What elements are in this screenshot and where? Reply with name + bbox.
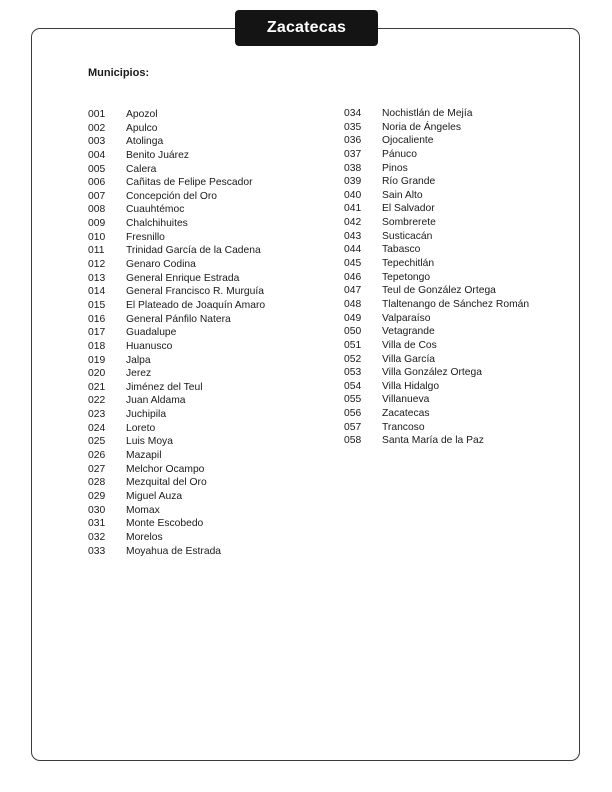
municipality-code: 017 bbox=[88, 327, 106, 339]
municipality-row bbox=[88, 190, 265, 204]
municipality-row bbox=[88, 108, 265, 122]
municipality-code: 003 bbox=[88, 136, 106, 148]
municipality-code: 033 bbox=[88, 545, 106, 557]
municipality-row bbox=[344, 298, 529, 312]
municipality-row bbox=[88, 122, 265, 136]
municipality-code: 025 bbox=[88, 436, 106, 448]
municipality-code: 054 bbox=[344, 380, 362, 392]
municipality-name: Momax bbox=[126, 504, 160, 516]
municipality-code: 058 bbox=[344, 435, 362, 447]
municipality-row bbox=[344, 325, 529, 339]
municipality-code: 012 bbox=[88, 259, 106, 271]
municipality-row bbox=[88, 422, 265, 436]
municipality-row bbox=[344, 257, 529, 271]
municipality-row bbox=[88, 449, 265, 463]
municipality-name: Genaro Codina bbox=[126, 259, 196, 271]
municipality-name: Loreto bbox=[126, 422, 156, 434]
municipality-name: Guadalupe bbox=[126, 327, 177, 339]
municipality-name: Luis Moya bbox=[126, 436, 173, 448]
municipality-code: 016 bbox=[88, 313, 106, 325]
municipality-name: Villa González Ortega bbox=[382, 367, 482, 379]
municipality-code: 029 bbox=[88, 490, 106, 502]
municipality-name: Tepechitlán bbox=[382, 258, 435, 270]
municipality-code: 018 bbox=[88, 340, 106, 352]
municipality-name: Villa Hidalgo bbox=[382, 380, 440, 392]
municipality-row bbox=[88, 517, 265, 531]
municipality-name: Concepción del Oro bbox=[126, 190, 218, 202]
municipality-row bbox=[88, 354, 265, 368]
municipality-code: 037 bbox=[344, 148, 362, 160]
municipality-code: 010 bbox=[88, 231, 106, 243]
municipality-name: Melchor Ocampo bbox=[126, 463, 205, 475]
municipality-name: Tlaltenango de Sánchez Román bbox=[382, 298, 530, 310]
municipality-name: Susticacán bbox=[382, 230, 433, 242]
municipality-name: Monte Escobedo bbox=[126, 518, 204, 530]
municipality-row bbox=[88, 135, 265, 149]
municipality-code: 023 bbox=[88, 409, 106, 421]
municipality-row bbox=[344, 339, 529, 353]
municipality-code: 034 bbox=[344, 108, 362, 119]
municipality-row bbox=[88, 149, 265, 163]
municipality-code: 022 bbox=[88, 395, 106, 407]
municipality-row bbox=[344, 189, 529, 203]
municipality-name: Apozol bbox=[126, 109, 158, 120]
municipality-name: Cañitas de Felipe Pescador bbox=[126, 177, 253, 189]
municipality-name: Trinidad García de la Cadena bbox=[126, 245, 261, 257]
municipality-row bbox=[344, 230, 529, 244]
municipality-row bbox=[88, 217, 265, 231]
municipality-code: 036 bbox=[344, 135, 362, 147]
municipality-code: 049 bbox=[344, 312, 362, 324]
municipality-row bbox=[88, 504, 265, 518]
municipality-code: 035 bbox=[344, 121, 362, 133]
municipality-code: 002 bbox=[88, 122, 106, 134]
municipality-code: 055 bbox=[344, 394, 362, 406]
municipality-name: Fresnillo bbox=[126, 231, 165, 243]
municipality-name: Zacatecas bbox=[382, 408, 430, 420]
municipality-name: Morelos bbox=[126, 531, 163, 543]
municipality-code: 004 bbox=[88, 149, 106, 161]
municipality-name: El Plateado de Joaquín Amaro bbox=[126, 299, 266, 311]
municipality-row bbox=[88, 299, 265, 313]
municipality-row bbox=[88, 463, 265, 477]
municipality-name: Benito Juárez bbox=[126, 149, 189, 161]
municipality-row bbox=[88, 435, 265, 449]
municipality-code: 028 bbox=[88, 477, 106, 489]
municipality-name: Mezquital del Oro bbox=[126, 477, 207, 489]
municipality-name: El Salvador bbox=[382, 203, 435, 215]
municipality-name: Villa de Cos bbox=[382, 339, 437, 351]
municipality-code: 043 bbox=[344, 230, 362, 242]
municipality-code: 039 bbox=[344, 176, 362, 188]
municipality-name: Villa García bbox=[382, 353, 436, 365]
municipality-code: 030 bbox=[88, 504, 106, 516]
municipality-code: 008 bbox=[88, 204, 106, 216]
municipality-row bbox=[88, 367, 265, 381]
municipality-code: 053 bbox=[344, 367, 362, 379]
municipality-name: Villanueva bbox=[382, 394, 430, 406]
municipality-name: Juan Aldama bbox=[126, 395, 186, 407]
municipality-row bbox=[344, 162, 529, 176]
municipality-list-right bbox=[344, 107, 529, 448]
municipality-name: Sombrerete bbox=[382, 217, 436, 229]
municipality-name: Juchipila bbox=[126, 409, 167, 421]
municipality-name: Calera bbox=[126, 163, 157, 175]
municipality-code: 027 bbox=[88, 463, 106, 475]
municipality-row bbox=[88, 203, 265, 217]
municipality-row bbox=[344, 407, 529, 421]
municipality-name: General Pánfilo Natera bbox=[126, 313, 231, 325]
municipality-row bbox=[344, 202, 529, 216]
municipality-code: 032 bbox=[88, 531, 106, 543]
municipality-row bbox=[344, 366, 529, 380]
municipality-code: 052 bbox=[344, 353, 362, 365]
municipality-code: 031 bbox=[88, 518, 106, 530]
municipality-code: 006 bbox=[88, 177, 106, 189]
municipality-row bbox=[344, 148, 529, 162]
municipality-code: 009 bbox=[88, 218, 106, 230]
municipality-name: Noria de Ángeles bbox=[382, 121, 461, 133]
municipality-row bbox=[88, 545, 265, 559]
municipality-name: Huanusco bbox=[126, 340, 173, 352]
municipality-name: Trancoso bbox=[382, 421, 425, 433]
municipality-name: Santa María de la Paz bbox=[382, 435, 484, 447]
municipality-code: 046 bbox=[344, 271, 362, 283]
municipality-name: Tabasco bbox=[382, 244, 421, 256]
municipality-list-left bbox=[88, 108, 265, 558]
municipality-name: Teul de González Ortega bbox=[382, 285, 496, 297]
municipality-code: 048 bbox=[344, 298, 362, 310]
municipality-name: Nochistlán de Mejía bbox=[382, 108, 473, 119]
municipality-row bbox=[88, 340, 265, 354]
municipality-row bbox=[88, 313, 265, 327]
municipality-row bbox=[344, 121, 529, 135]
municipality-row bbox=[344, 284, 529, 298]
municipality-code: 020 bbox=[88, 368, 106, 380]
municipality-name: Vetagrande bbox=[382, 326, 435, 338]
municipality-row bbox=[88, 258, 265, 272]
municipality-row bbox=[344, 380, 529, 394]
municipality-name: Atolinga bbox=[126, 136, 164, 148]
section-label: Municipios: bbox=[88, 67, 150, 79]
municipality-name: Mazapil bbox=[126, 450, 162, 462]
municipality-row bbox=[344, 216, 529, 230]
municipality-row bbox=[344, 393, 529, 407]
municipality-name: Río Grande bbox=[382, 176, 436, 188]
municipality-row bbox=[344, 312, 529, 326]
municipality-code: 047 bbox=[344, 285, 362, 297]
municipality-row bbox=[88, 490, 265, 504]
municipality-name: Pinos bbox=[382, 162, 408, 174]
municipality-code: 024 bbox=[88, 422, 106, 434]
municipality-code: 041 bbox=[344, 203, 362, 215]
municipality-code: 011 bbox=[88, 245, 105, 257]
municipality-name: Jiménez del Teul bbox=[126, 381, 203, 393]
municipality-code: 014 bbox=[88, 286, 106, 298]
municipality-row bbox=[344, 353, 529, 367]
municipality-code: 001 bbox=[88, 109, 106, 120]
municipality-name: Miguel Auza bbox=[126, 490, 183, 502]
municipality-row bbox=[344, 271, 529, 285]
municipality-row bbox=[88, 272, 265, 286]
municipality-row bbox=[344, 134, 529, 148]
municipality-row bbox=[344, 421, 529, 435]
municipality-code: 042 bbox=[344, 217, 362, 229]
municipality-code: 051 bbox=[344, 339, 362, 351]
municipality-code: 057 bbox=[344, 421, 362, 433]
municipality-name: Jerez bbox=[126, 368, 152, 380]
municipality-name: Tepetongo bbox=[382, 271, 431, 283]
municipality-name: Chalchihuites bbox=[126, 218, 188, 230]
municipality-row bbox=[88, 231, 265, 245]
municipality-name: General Enrique Estrada bbox=[126, 272, 240, 284]
municipality-row bbox=[88, 244, 265, 258]
municipality-row bbox=[344, 175, 529, 189]
municipality-name: Pánuco bbox=[382, 148, 417, 160]
municipality-row bbox=[88, 531, 265, 545]
municipality-code: 021 bbox=[88, 381, 106, 393]
page-title: Zacatecas bbox=[235, 10, 378, 46]
municipality-name: Valparaíso bbox=[382, 312, 431, 324]
municipality-row bbox=[88, 394, 265, 408]
municipality-code: 038 bbox=[344, 162, 362, 174]
municipality-row bbox=[88, 285, 265, 299]
municipality-name: Ojocaliente bbox=[382, 135, 434, 147]
municipality-row bbox=[88, 163, 265, 177]
municipality-row bbox=[88, 381, 265, 395]
municipality-name: Apulco bbox=[126, 122, 158, 134]
municipality-code: 026 bbox=[88, 450, 106, 462]
municipality-row bbox=[88, 176, 265, 190]
municipality-name: General Francisco R. Murguía bbox=[126, 286, 264, 298]
municipality-code: 007 bbox=[88, 190, 106, 202]
municipality-code: 013 bbox=[88, 272, 106, 284]
municipality-code: 019 bbox=[88, 354, 106, 366]
municipality-name: Jalpa bbox=[126, 354, 151, 366]
municipality-row bbox=[344, 434, 529, 448]
municipality-row bbox=[88, 476, 265, 490]
municipality-code: 015 bbox=[88, 299, 106, 311]
municipality-name: Cuauhtémoc bbox=[126, 204, 185, 216]
municipality-name: Sain Alto bbox=[382, 189, 423, 201]
municipality-code: 056 bbox=[344, 408, 362, 420]
municipality-code: 044 bbox=[344, 244, 362, 256]
municipality-code: 050 bbox=[344, 326, 362, 338]
municipality-name: Moyahua de Estrada bbox=[126, 545, 222, 557]
municipality-row bbox=[344, 107, 529, 121]
municipality-row bbox=[344, 243, 529, 257]
municipality-code: 040 bbox=[344, 189, 362, 201]
municipality-row bbox=[88, 326, 265, 340]
municipality-row bbox=[88, 408, 265, 422]
municipality-code: 045 bbox=[344, 258, 362, 270]
municipality-code: 005 bbox=[88, 163, 106, 175]
